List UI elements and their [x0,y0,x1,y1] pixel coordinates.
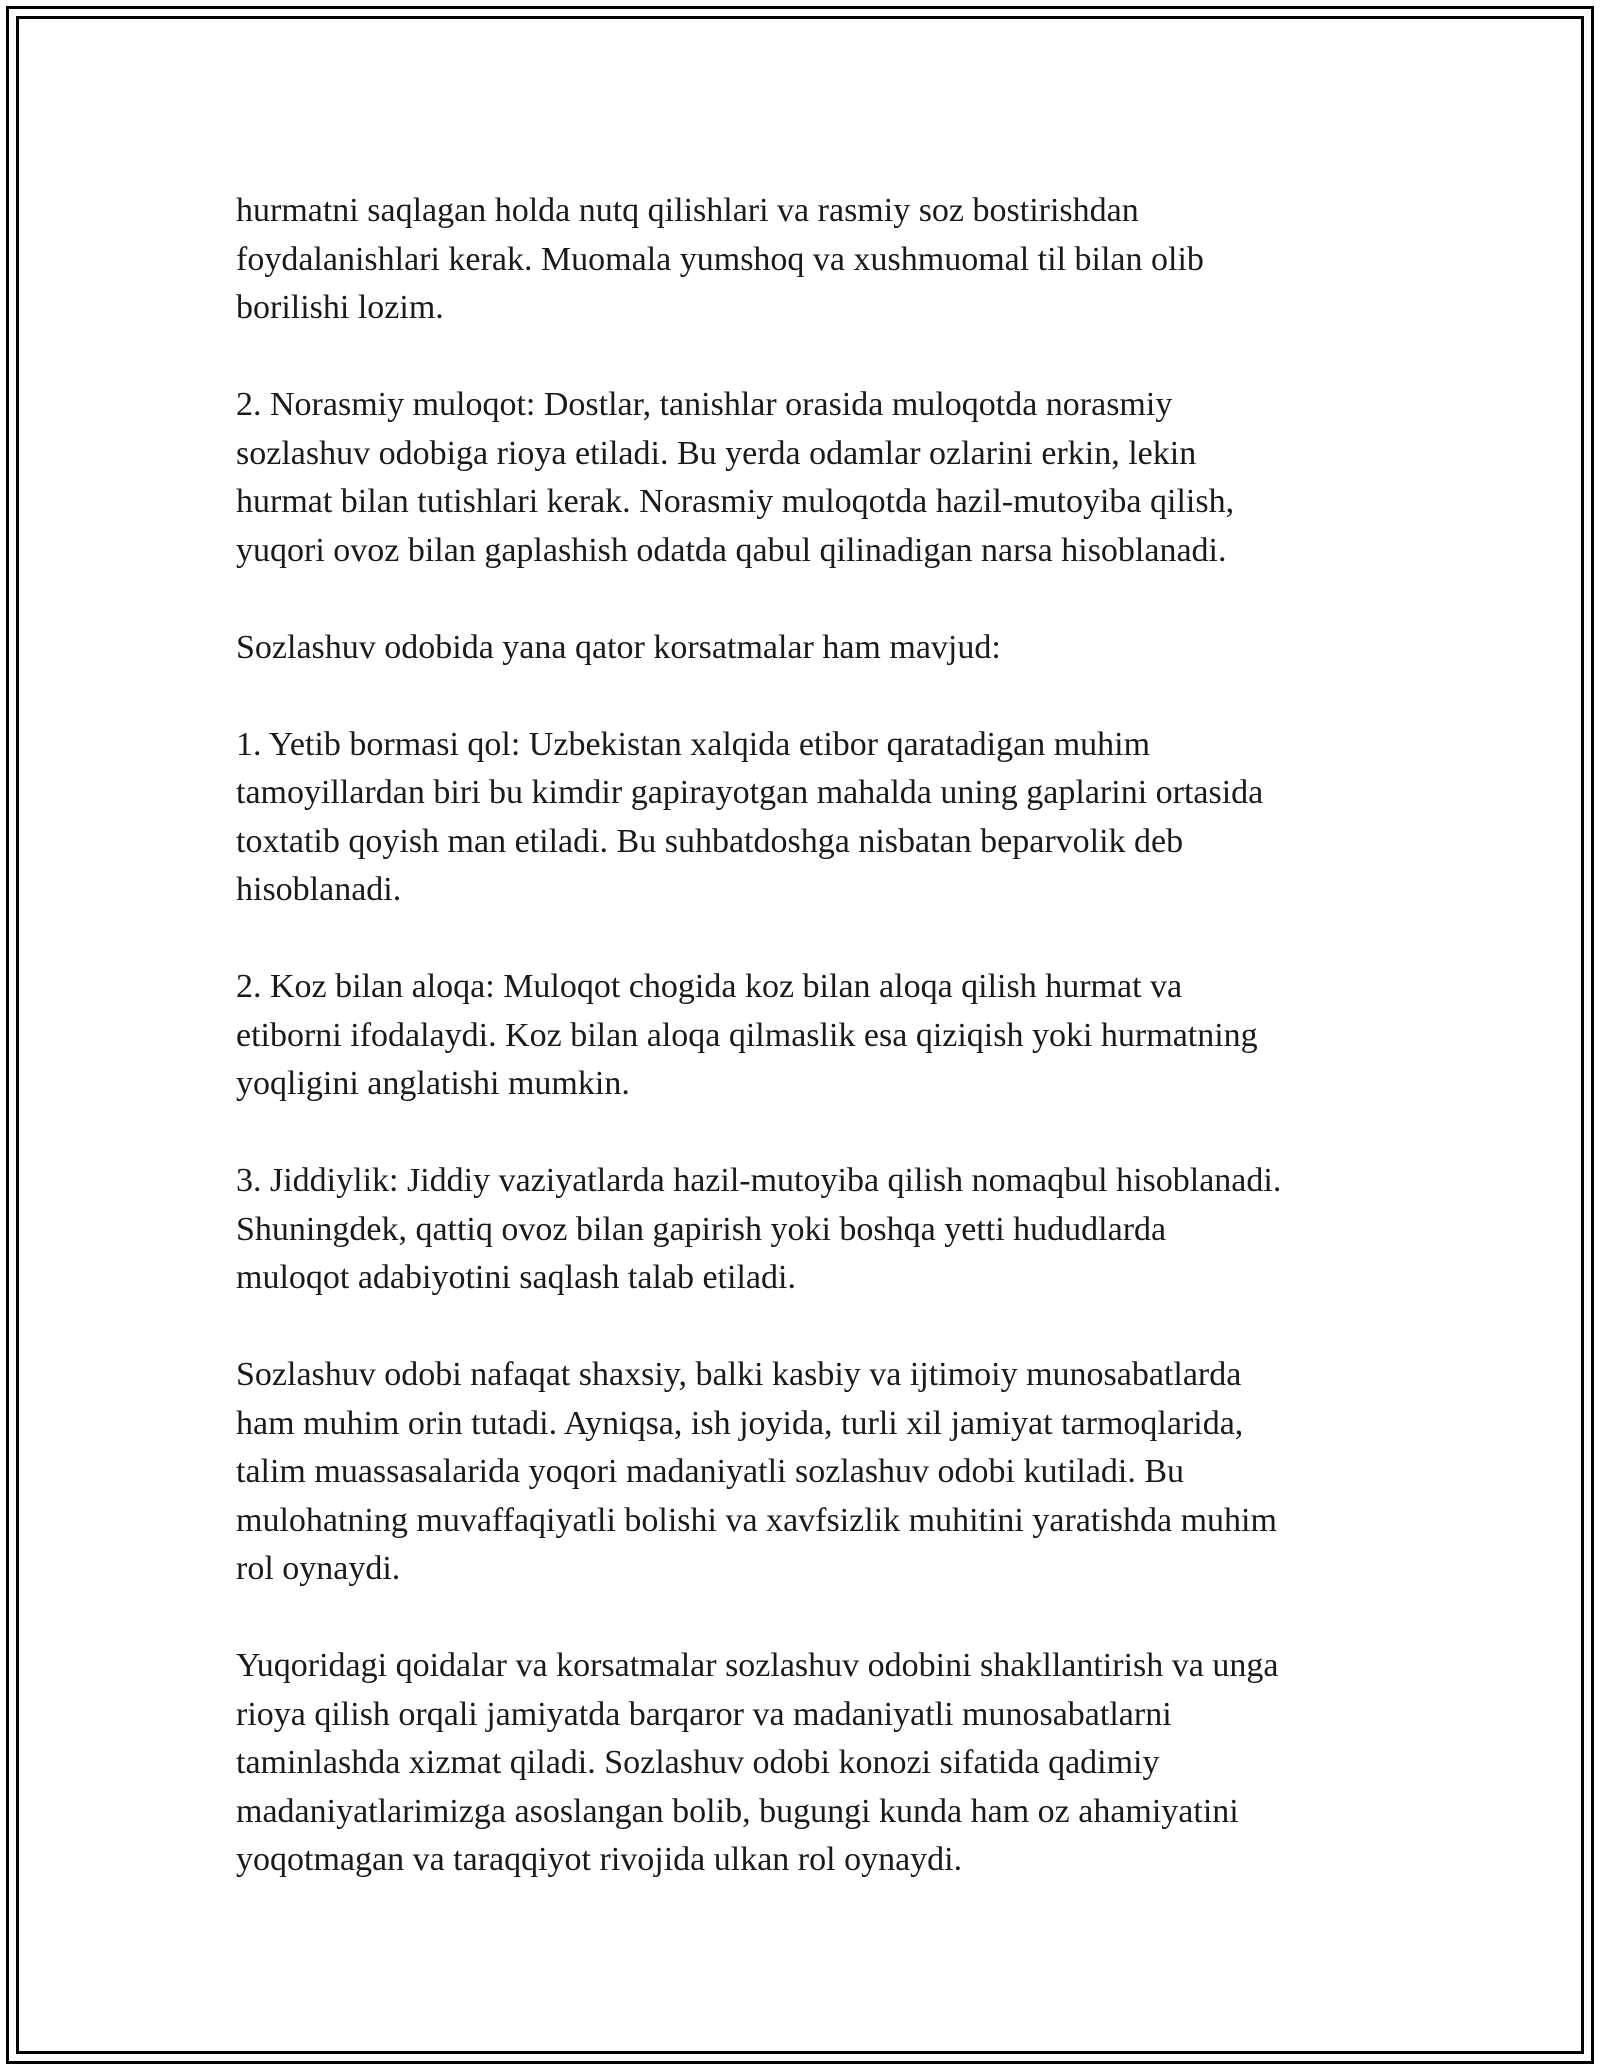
text-line: hisoblanadi. [236,871,402,908]
text-line: rol oynaydi. [236,1550,401,1587]
text-line: 1. Yetib bormasi qol: Uzbekistan xalqida etibor qaratadigan muhim [236,725,1151,763]
paragraph-informal-communication [236,381,1386,575]
text-line: talim muassasalarida yoqori madaniyatli sozlashuv odobi kutiladi. Bu [236,1453,1185,1490]
text-line: yuqori ovoz bilan gaplashish odatda qabul qilinadigan narsa hisoblanadi. [236,531,1227,569]
text-line: mulohatning muvaffaqiyatli bolishi va xavfsizlik muhitini yaratishda muhim [236,1501,1277,1539]
text-line: toxtatib qoyish man etiladi. Bu suhbatdoshga nisbatan beparvolik deb [236,822,1184,860]
text-line: rioya qilish orqali jamiyatda barqaror va madaniyatli munosabatlarni [236,1695,1172,1733]
paragraph-formal-speech-continued [236,187,1386,333]
text-line: foydalanishlari kerak. Muomala yumshoq va xushmuomal til bilan olib [236,240,1204,278]
text-line: hurmat bilan tutishlari kerak. Norasmiy muloqotda hazil-mutoyiba qilish, [236,483,1235,520]
text-line: Shuningdek, qattiq ovoz bilan gapirish yoki boshqa yetti hududlarda [236,1210,1167,1248]
text-line: 2. Koz bilan aloqa: Muloqot chogida koz bilan aloqa qilish hurmat va [236,968,1183,1005]
text-line: Sozlashuv odobi nafaqat shaxsiy, balki kasbiy va ijtimoiy munosabatlarda [236,1356,1242,1393]
text-line: madaniyatlarimizga asoslangan bolib, bugungi kunda ham oz ahamiyatini [236,1792,1239,1830]
paragraph-guideline-3 [236,1157,1386,1303]
text-line: hurmatni saqlagan holda nutq qilishlari va rasmiy soz bostirishdan [236,192,1139,229]
text-line: taminlashda xizmat qiladi. Sozlashuv odobi konozi sifatida qadimiy [236,1744,1160,1781]
text-line: 2. Norasmiy muloqot: Dostlar, tanishlar orasida muloqotda norasmiy [236,386,1173,423]
paragraph-guidelines-intro [236,624,1386,673]
text-line: yoqligini anglatishi mumkin. [236,1065,630,1102]
paragraph-conclusion [236,1642,1386,1885]
paragraph-guideline-2 [236,963,1386,1109]
document-body [236,187,1386,1885]
text-line: tamoyillardan biri bu kimdir gapirayotgan mahalda uning gaplarini ortasida [236,774,1264,811]
paragraph-guideline-1 [236,721,1386,915]
text-line: Yuqoridagi qoidalar va korsatmalar sozlashuv odobini shakllantirish va unga [236,1647,1279,1684]
text-line: muloqot adabiyotini saqlash talab etiladi. [236,1259,796,1296]
text-line: borilishi lozim. [236,289,444,326]
text-line: ham muhim orin tutadi. Ayniqsa, ish joyida, turli xil jamiyat tarmoqlarida, [236,1404,1244,1442]
text-line: Sozlashuv odobida yana qator korsatmalar ham mavjud: [236,628,1001,666]
text-line: yoqotmagan va taraqqiyot rivojida ulkan rol oynaydi. [236,1841,963,1878]
text-line: etiborni ifodalaydi. Koz bilan aloqa qilmaslik esa qiziqish yoki hurmatning [236,1016,1258,1054]
text-line: sozlashuv odobiga rioya etiladi. Bu yerda odamlar ozlarini erkin, lekin [236,434,1197,472]
text-line: 3. Jiddiylik: Jiddiy vaziyatlarda hazil-mutoyiba qilish nomaqbul hisoblanadi. [236,1162,1282,1199]
paragraph-professional-relations [236,1351,1386,1594]
